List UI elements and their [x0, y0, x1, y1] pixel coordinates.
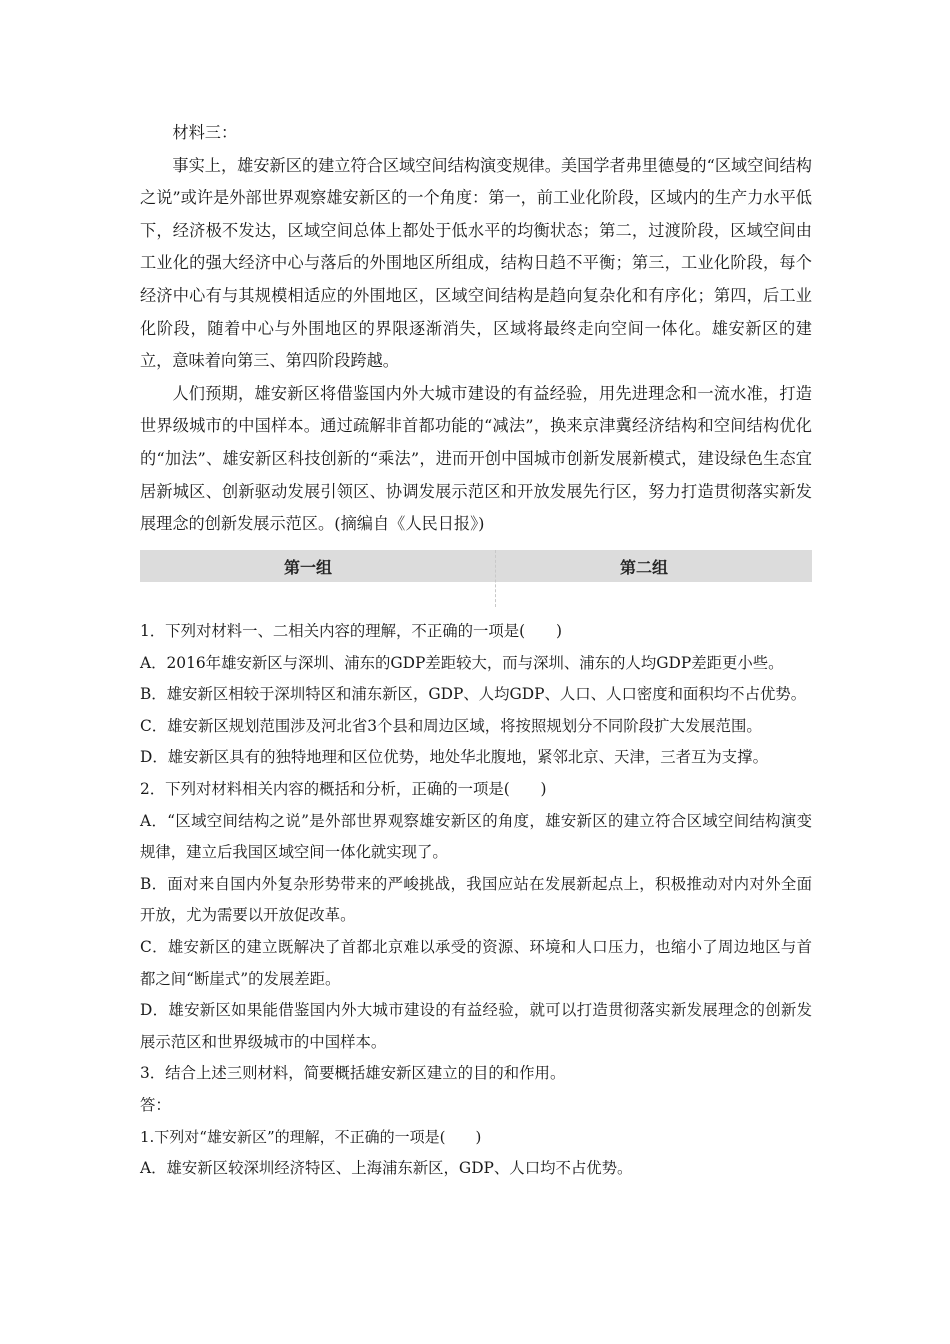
extra-question-stem: 1.下列对“雄安新区”的理解，不正确的一项是( ): [140, 1127, 482, 1146]
question-1-option-d: D．雄安新区具有的独特地理和区位优势，地处华北腹地，紧邻北京、天津，三者互为支撑。: [140, 748, 768, 767]
tab-group2[interactable]: 第二组: [619, 557, 668, 577]
question-2-option-c: C．雄安新区的建立既解决了首都北京难以承受的资源、环境和人口压力，也缩小了周边地区与首都之间“断崖式”的发展差距。: [140, 937, 812, 988]
group-tabs: [140, 550, 812, 582]
material3-heading: 材料三：: [172, 123, 238, 142]
material3-paragraph-1: 事实上，雄安新区的建立符合区域空间结构演变规律。美国学者弗里德曼的“区域空间结构之说”或许是外部世界观察雄安新区的一个角度：第一，前工业化阶段，区域内的生产力水平低下，经济极不发达，区域空间总体上都处于低水平的均衡状态；第二，过渡阶段，区域空间由工业化的强大经济中心与落后的外围地区所组成，结构日趋不平衡；第三，工业化阶段，每个经济中心有与其规模相适应的外围地区，区域空间结构是趋向复杂化和有序化；第四，后工业化阶段，随着中心与外围地区的界限逐渐消失，区域将最终走向空间一体化。雄安新区的建立，意味着向第三、第四阶段跨越。: [140, 155, 812, 371]
material3-paragraph-2: 人们预期，雄安新区将借鉴国内外大城市建设的有益经验，用先进理念和一流水准，打造世界级城市的中国样本。通过疏解非首都功能的“减法”，换来京津冀经济结构和空间结构优化的“加法”、雄安新区科技创新的“乘法”，进而开创中国城市创新发展新模式，建设绿色生态宜居新城区、创新驱动发展引领区、协调发展示范区和开放发展先行区，努力打造贯彻落实新发展理念的创新发展示范区。(摘编自《人民日报》): [140, 383, 812, 534]
question-1-option-b: B．雄安新区相较于深圳特区和浦东新区，GDP、人均GDP、人口、人口密度和面积均不占优势。: [140, 685, 807, 704]
question-2-option-b: B．面对来自国内外复杂形势带来的严峻挑战，我国应站在发展新起点上，积极推动对内对外全面开放，尤为需要以开放促改革。: [140, 874, 812, 925]
question-3-stem: 3．结合上述三则材料，简要概括雄安新区建立的目的和作用。: [140, 1064, 566, 1083]
question-2-stem: 2．下列对材料相关内容的概括和分析，正确的一项是( ): [140, 779, 547, 798]
question-3-answer-label: 答：: [140, 1095, 171, 1114]
question-1-option-c: C．雄安新区规划范围涉及河北省3个县和周边区域，将按照规划分不同阶段扩大发展范围。: [140, 716, 762, 735]
question-2-option-d: D．雄安新区如果能借鉴国内外大城市建设的有益经验，就可以打造贯彻落实新发展理念的创新发展示范区和世界级城市的中国样本。: [140, 1001, 812, 1051]
question-1-stem: 1．下列对材料一、二相关内容的理解，不正确的一项是( ): [140, 622, 562, 640]
tab-divider: [495, 550, 496, 607]
question-2-option-a: A．“区域空间结构之说”是外部世界观察雄安新区的角度，雄安新区的建立符合区域空间结构演变规律，建立后我国区域空间一体化就实现了。: [140, 811, 812, 862]
extra-question-option-a: A．雄安新区较深圳经济特区、上海浦东新区，GDP、人口均不占优势。: [140, 1159, 633, 1178]
tab-group1[interactable]: 第一组: [283, 557, 332, 577]
material3-section: [140, 117, 812, 541]
question-1-option-a: A．2016年雄安新区与深圳、浦东的GDP差距较大，而与深圳、浦东的人均GDP差距更小些。: [140, 653, 784, 672]
questions-section: [140, 616, 812, 1185]
